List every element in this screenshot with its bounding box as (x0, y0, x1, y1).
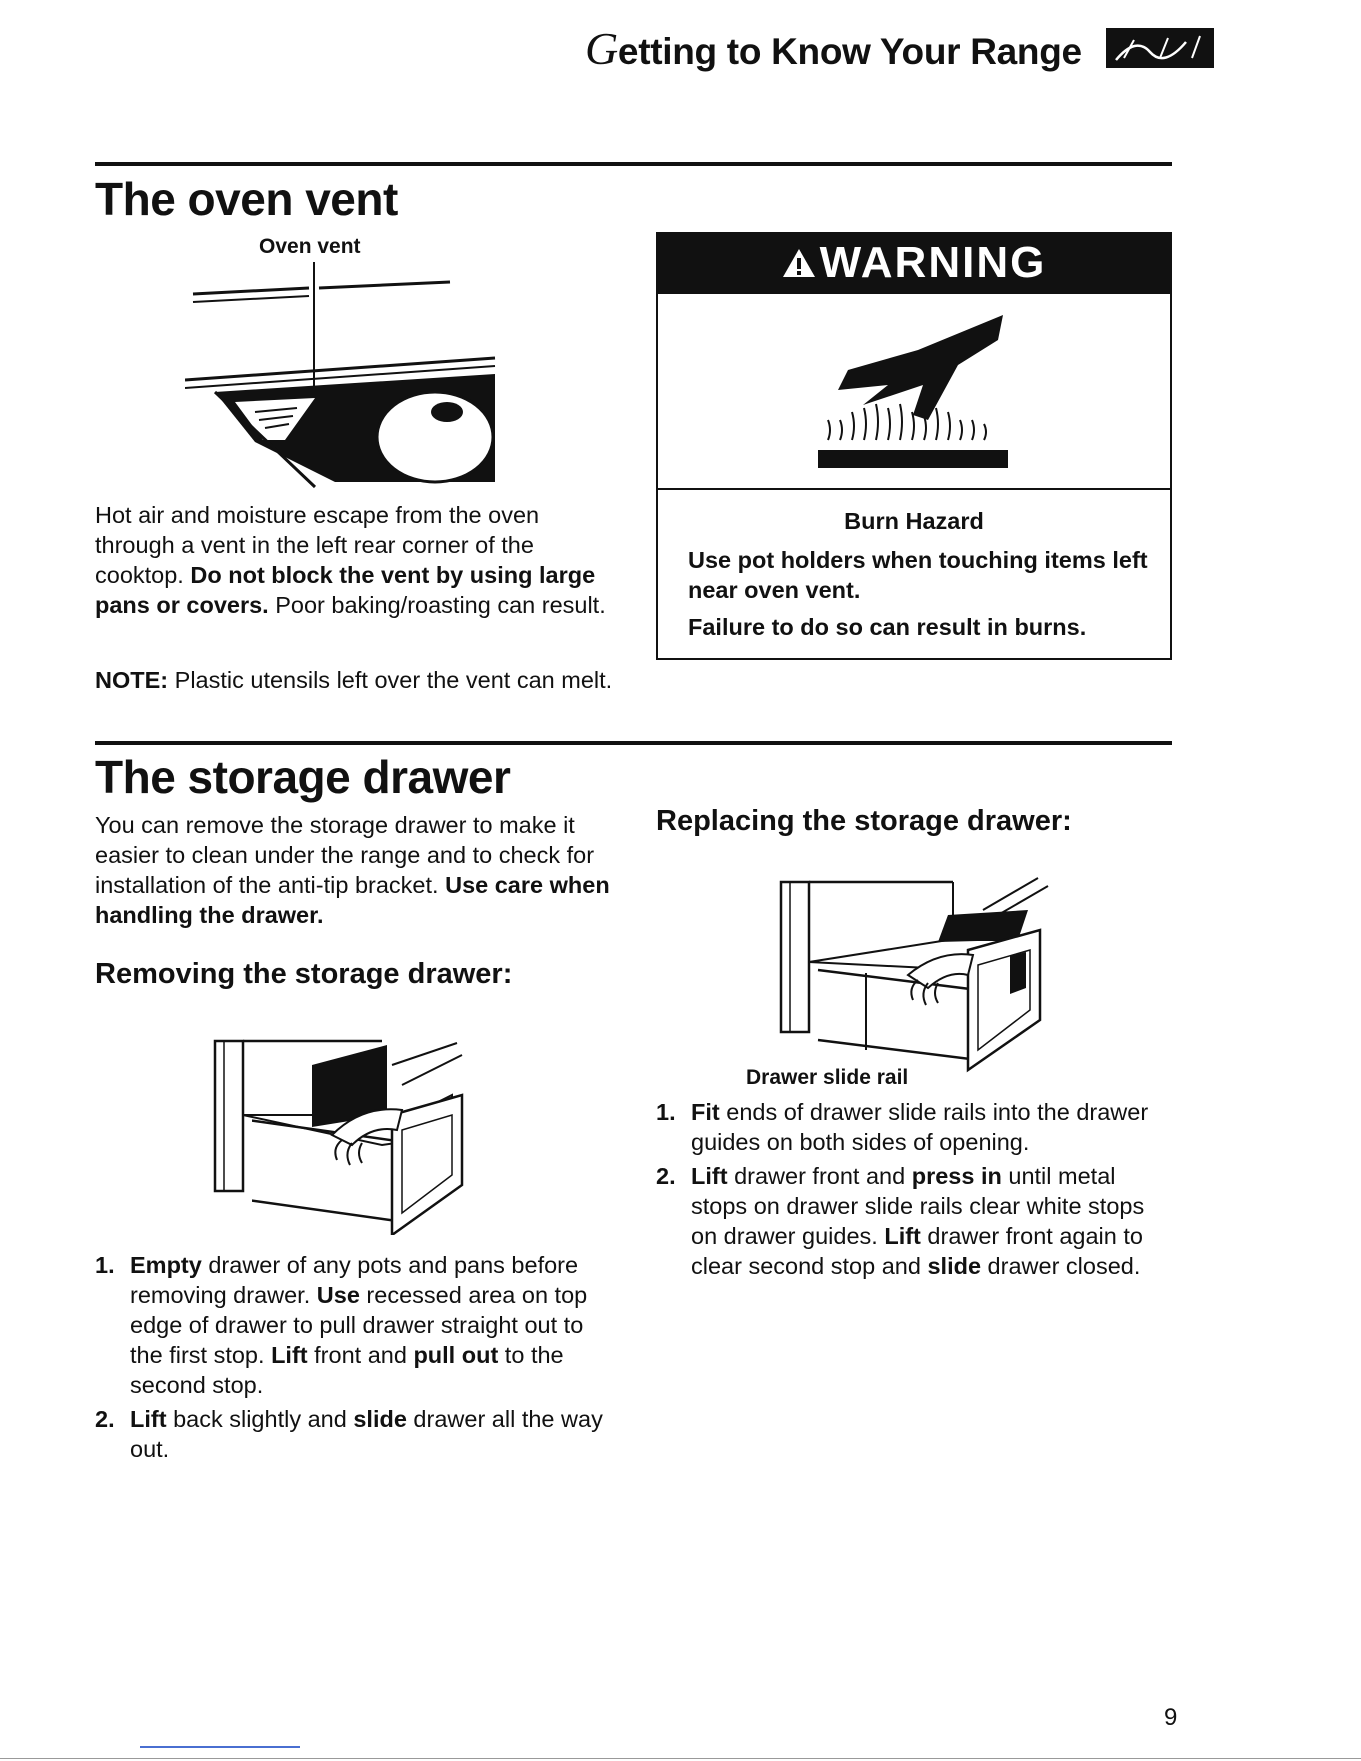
oven-vent-title: The oven vent (95, 173, 398, 225)
note-label: NOTE: (95, 667, 169, 693)
warning-line-2: Failure to do so can result in burns. (688, 614, 1087, 640)
page-header-title (585, 22, 1082, 75)
replacing-steps (656, 1097, 1176, 1285)
text-run: Poor baking/roasting can result. (268, 592, 606, 618)
warning-triangle-icon (782, 247, 816, 279)
bottom-edge-line (0, 1758, 1361, 1759)
text-run: drawer closed. (981, 1253, 1141, 1279)
list-item (656, 1161, 1176, 1281)
header-title-text: etting to Know Your Range (617, 31, 1082, 72)
step-number: 1. (656, 1099, 676, 1125)
page-number: 9 (1164, 1704, 1178, 1731)
list-item (656, 1097, 1176, 1157)
list-item (95, 1250, 620, 1400)
bold-text-run: Fit (691, 1099, 720, 1125)
replacing-drawer-title: Replacing the storage drawer: (656, 805, 1072, 837)
bold-text-run: Lift (884, 1223, 921, 1249)
removing-drawer-title: Removing the storage drawer: (95, 958, 513, 990)
note-text: Plastic utensils left over the vent can melt. (168, 667, 613, 693)
header-title-initial: G (585, 23, 618, 74)
bold-text-run: Use (316, 1282, 360, 1308)
bold-text-run: Lift (691, 1163, 728, 1189)
hot-surface-hand-icon (818, 310, 1018, 470)
removing-steps-list (95, 1250, 620, 1464)
step-number: 2. (95, 1406, 115, 1432)
text-run: drawer front and (727, 1163, 912, 1189)
text-run: drawer all the way out. (130, 1406, 603, 1462)
warning-divider (656, 488, 1172, 490)
replacing-figure-caption: Drawer slide rail (746, 1066, 909, 1089)
replacing-steps-list (656, 1097, 1176, 1281)
step-number: 2. (656, 1163, 676, 1189)
bold-text-run: press in (911, 1163, 1002, 1189)
warning-banner-text: WARNING (819, 238, 1047, 287)
list-item (95, 1404, 620, 1464)
burn-hazard-label: Burn Hazard (844, 508, 984, 534)
text-run: back slightly and (166, 1406, 354, 1432)
bold-text-run: Lift (130, 1406, 167, 1432)
warning-line-1: Use pot holders when touching items left near oven vent. (688, 547, 1148, 603)
text-run: front and (307, 1342, 414, 1368)
section-logo-icon (1106, 28, 1214, 68)
bottom-link-bar (140, 1746, 300, 1748)
bold-text-run: pull out (413, 1342, 499, 1368)
intro-bold-text: Use care when handling the drawer. (95, 872, 610, 928)
oven-vent-illustration (185, 262, 505, 492)
storage-drawer-intro (95, 810, 625, 930)
intro-text: You can remove the storage drawer to make it easier to clean under the range and to check for installation of the anti-tip bracket. (95, 812, 595, 898)
oven-vent-figure-caption: Oven vent (259, 235, 361, 258)
storage-drawer-title: The storage drawer (95, 751, 511, 803)
removing-steps (95, 1250, 620, 1468)
section-divider-storage-drawer (95, 741, 1172, 745)
oven-vent-note (95, 665, 615, 695)
step-number: 1. (95, 1252, 115, 1278)
bold-text-run: Do not block the vent by using large pans or covers. (95, 562, 596, 618)
bold-text-run: Lift (271, 1342, 308, 1368)
replacing-drawer-illustration (778, 870, 1068, 1080)
text-run: drawer of any pots and pans before removing drawer. (130, 1252, 579, 1308)
text-run: to the second stop. (130, 1342, 564, 1398)
section-divider-oven-vent (95, 162, 1172, 166)
bold-text-run: Empty (130, 1252, 202, 1278)
oven-vent-paragraph (95, 500, 615, 620)
bold-text-run: slide (927, 1253, 982, 1279)
text-run: Hot air and moisture escape from the oven through a vent in the left rear corner of the cooktop. (95, 502, 540, 588)
removing-drawer-illustration (212, 1035, 502, 1235)
text-run: until metal stops on drawer slide rails clear white stops on drawer guides. (691, 1163, 1145, 1249)
warning-banner (656, 232, 1172, 294)
text-run: drawer front again to clear second stop and (691, 1223, 1143, 1279)
text-run: ends of drawer slide rails into the drawer guides on both sides of opening. (691, 1099, 1149, 1155)
text-run: recessed area on top edge of drawer to pull drawer straight out to the first stop. (130, 1282, 588, 1368)
bold-text-run: slide (353, 1406, 407, 1432)
